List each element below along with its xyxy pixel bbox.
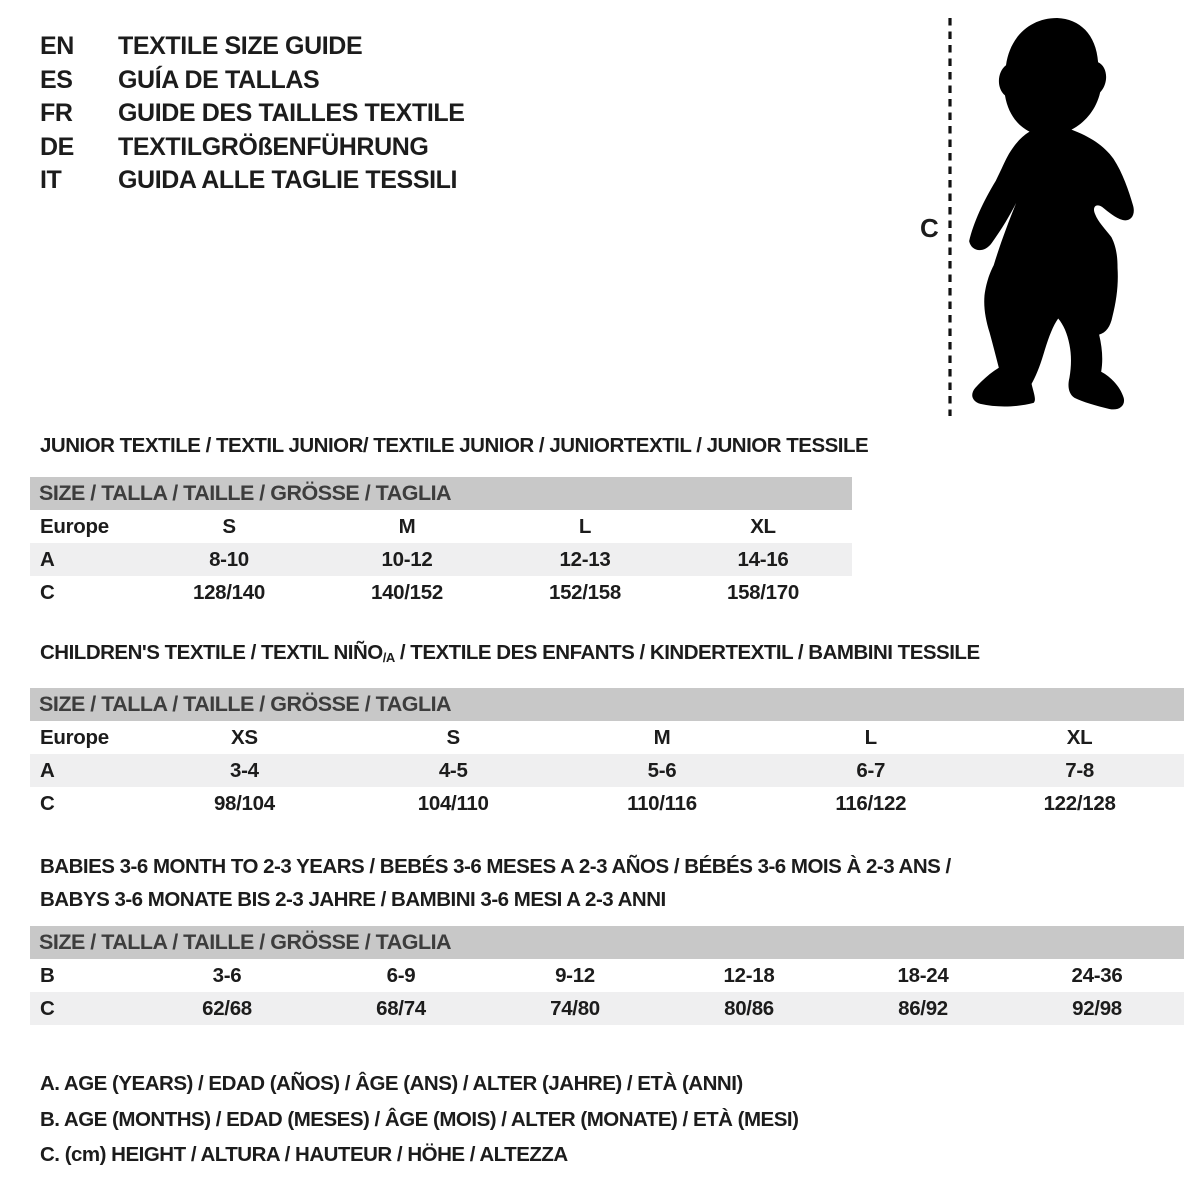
row-label: A bbox=[40, 759, 55, 782]
table-cell: 7-8 bbox=[1065, 759, 1094, 782]
table-header: SIZE / TALLA / TAILLE / GRÖSSE / TAGLIA bbox=[30, 477, 852, 510]
table-cell: M bbox=[653, 726, 671, 749]
table-cell: 98/104 bbox=[213, 792, 275, 815]
children-title-text-rest: / TEXTILE DES ENFANTS / KINDERTEXTIL / BAMBINI TESSILE bbox=[394, 641, 980, 664]
table-row bbox=[30, 576, 852, 609]
table-row bbox=[30, 992, 1184, 1025]
language-code: ES bbox=[40, 65, 73, 94]
height-measure-label: C bbox=[920, 213, 939, 243]
height-measure-dashed-line bbox=[948, 16, 952, 418]
table-cell: 4-5 bbox=[438, 759, 468, 782]
table-cell: 110/116 bbox=[627, 792, 697, 815]
language-list bbox=[40, 30, 465, 198]
table-cell: XL bbox=[750, 515, 776, 538]
guide-title-en: TEXTILE SIZE GUIDE bbox=[118, 32, 363, 61]
row-label: A bbox=[40, 548, 55, 571]
table-cell: 18-24 bbox=[897, 964, 949, 987]
table-header: SIZE / TALLA / TAILLE / GRÖSSE / TAGLIA bbox=[30, 926, 1184, 959]
table-cell: M bbox=[398, 515, 416, 538]
table-cell: 152/158 bbox=[548, 581, 621, 604]
babies-section-title bbox=[40, 850, 951, 916]
table-cell: 6-7 bbox=[856, 759, 886, 782]
row-label: Europe bbox=[40, 515, 109, 538]
table-cell: 9-12 bbox=[555, 964, 595, 987]
language-row bbox=[40, 97, 465, 131]
table-cell: 5-6 bbox=[647, 759, 677, 782]
table-cell: 116/122 bbox=[835, 792, 907, 815]
legend-line-age-months: B. AGE (MONTHS) / EDAD (MESES) / ÂGE (MOIS) / ALTER (MONATE) / ETÀ (MESI) bbox=[40, 1107, 799, 1131]
babies-title-line1: BABIES 3-6 MONTH TO 2-3 YEARS / BEBÉS 3-6 MESES A 2-3 AÑOS / BÉBÉS 3-6 MOIS À 2-3 ANS / bbox=[40, 855, 951, 878]
table-cell: XL bbox=[1066, 726, 1093, 749]
row-label: C bbox=[40, 792, 55, 815]
language-code: DE bbox=[40, 132, 74, 161]
row-label: B bbox=[40, 964, 55, 987]
babies-size-table bbox=[30, 926, 1184, 1025]
table-cell: L bbox=[864, 726, 877, 749]
table-cell: L bbox=[578, 515, 592, 538]
table-cell: 10-12 bbox=[381, 548, 433, 571]
table-cell: 86/92 bbox=[898, 997, 948, 1020]
junior-size-table bbox=[30, 477, 852, 609]
table-cell: 128/140 bbox=[192, 581, 265, 604]
row-label: Europe bbox=[40, 726, 109, 749]
babies-title-line2: BABYS 3-6 MONATE BIS 2-3 JAHRE / BAMBINI 3-6 MESI A 2-3 ANNI bbox=[40, 888, 666, 911]
children-section-title bbox=[40, 641, 980, 665]
table-row bbox=[30, 959, 1184, 992]
table-row bbox=[30, 510, 852, 543]
guide-title-it: GUIDA ALLE TAGLIE TESSILI bbox=[118, 166, 458, 195]
row-label: C bbox=[40, 997, 55, 1020]
table-cell: 158/170 bbox=[726, 581, 799, 604]
table-row bbox=[30, 754, 1184, 787]
table-cell: 104/110 bbox=[417, 792, 489, 815]
table-header: SIZE / TALLA / TAILLE / GRÖSSE / TAGLIA bbox=[30, 688, 1184, 721]
table-row bbox=[30, 787, 1184, 820]
table-cell: 68/74 bbox=[376, 997, 426, 1020]
legend-line-height: C. (cm) HEIGHT / ALTURA / HAUTEUR / HÖHE / ALTEZZA bbox=[40, 1143, 568, 1166]
table-cell: 92/98 bbox=[1072, 997, 1122, 1020]
legend bbox=[40, 1066, 798, 1173]
language-row bbox=[40, 164, 465, 198]
table-cell: 12-13 bbox=[559, 548, 611, 571]
table-cell: 140/152 bbox=[370, 581, 443, 604]
table-cell: S bbox=[222, 515, 236, 538]
table-cell: 74/80 bbox=[550, 997, 600, 1020]
language-code: FR bbox=[40, 99, 73, 128]
table-cell: XS bbox=[231, 726, 258, 749]
guide-title-es: GUÍA DE TALLAS bbox=[118, 65, 320, 94]
table-row bbox=[30, 721, 1184, 754]
table-cell: 3-6 bbox=[212, 964, 242, 987]
row-label: C bbox=[40, 581, 55, 604]
legend-line-age-years: A. AGE (YEARS) / EDAD (AÑOS) / ÂGE (ANS) / ALTER (JAHRE) / ETÀ (ANNI) bbox=[40, 1072, 743, 1095]
table-cell: 122/128 bbox=[1043, 792, 1116, 815]
table-cell: 24-36 bbox=[1071, 964, 1123, 987]
children-size-table bbox=[30, 688, 1184, 820]
table-row bbox=[30, 543, 852, 576]
guide-title-fr: GUIDE DES TAILLES TEXTILE bbox=[118, 99, 465, 128]
table-cell: 8-10 bbox=[209, 548, 249, 571]
language-code: IT bbox=[40, 166, 62, 195]
table-cell: 12-18 bbox=[723, 964, 775, 987]
children-title-text: CHILDREN'S TEXTILE / TEXTIL NIÑO bbox=[40, 641, 383, 664]
table-cell: 14-16 bbox=[737, 548, 789, 571]
table-cell: S bbox=[446, 726, 460, 749]
language-row bbox=[40, 64, 465, 98]
guide-title-de: TEXTILGRÖßENFÜHRUNG bbox=[118, 132, 429, 161]
junior-section-title: JUNIOR TEXTILE / TEXTIL JUNIOR/ TEXTILE JUNIOR / JUNIORTEXTIL / JUNIOR TESSILE bbox=[40, 434, 869, 457]
table-cell: 3-4 bbox=[230, 759, 259, 782]
language-code: EN bbox=[40, 32, 74, 61]
language-row bbox=[40, 30, 465, 64]
language-row bbox=[40, 131, 465, 165]
table-cell: 6-9 bbox=[386, 964, 416, 987]
table-cell: 62/68 bbox=[202, 997, 252, 1020]
toddler-silhouette-image bbox=[963, 16, 1137, 418]
children-title-subscript: /A bbox=[382, 650, 395, 665]
table-cell: 80/86 bbox=[724, 997, 774, 1020]
